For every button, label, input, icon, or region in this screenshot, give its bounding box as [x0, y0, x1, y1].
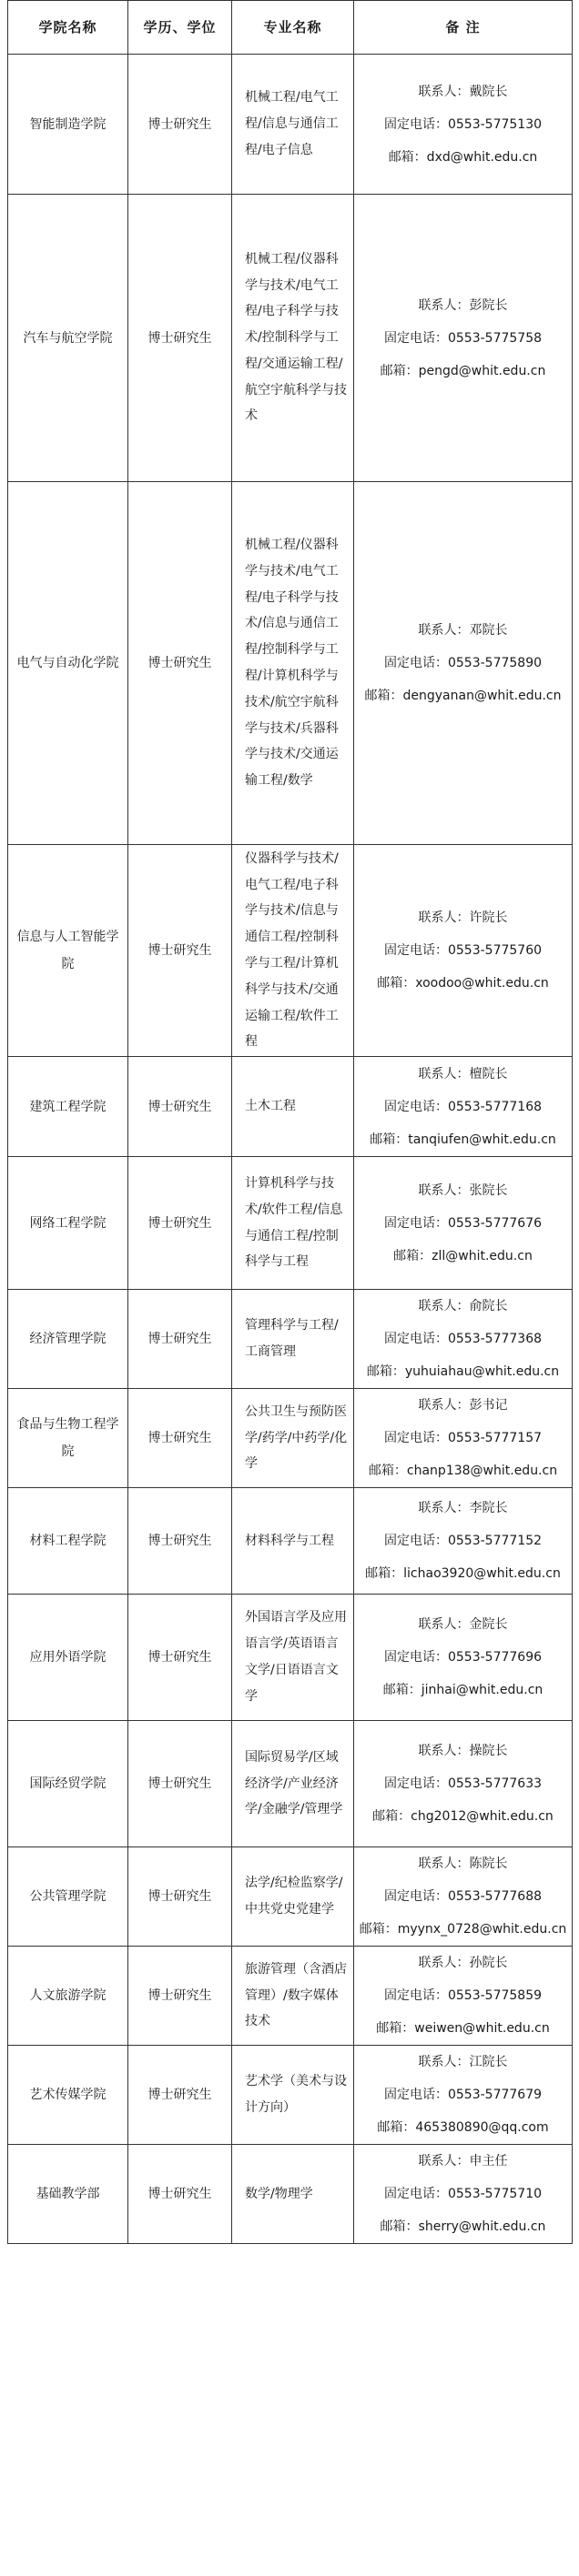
contact-email: 邮箱：weiwen@whit.edu.cn — [376, 2021, 550, 2036]
note-cell — [354, 1389, 573, 1488]
note-cell — [354, 2046, 573, 2145]
degree-cell: 博士研究生 — [128, 1595, 232, 1721]
major-cell: 土木工程 — [232, 1057, 354, 1157]
contact-phone: 固定电话：0553-5777157 — [383, 1431, 543, 1445]
contact-person: 联系人：申主任 — [418, 2154, 508, 2168]
contact-person: 联系人：李院长 — [418, 1501, 508, 1515]
major-cell: 公共卫生与预防医学/药学/中药学/化学 — [232, 1389, 354, 1488]
degree-cell: 博士研究生 — [128, 1847, 232, 1947]
college-cell: 网络工程学院 — [8, 1157, 128, 1290]
table-row — [8, 1488, 573, 1595]
college-cell: 经济管理学院 — [8, 1290, 128, 1389]
header-degree: 学历、学位 — [128, 1, 232, 55]
contact-email: 邮箱：pengd@whit.edu.cn — [380, 363, 546, 378]
college-cell: 食品与生物工程学院 — [8, 1389, 128, 1488]
note-cell — [354, 2145, 573, 2244]
header-major: 专业名称 — [232, 1, 354, 55]
major-cell: 仪器科学与技术/电气工程/电子科学与技术/信息与通信工程/控制科学与工程/计算机科学与技术/交通运输工程/软件工程 — [232, 845, 354, 1057]
contact-phone: 固定电话：0553-5775890 — [383, 656, 543, 670]
table-row — [8, 1721, 573, 1847]
degree-cell: 博士研究生 — [128, 1721, 232, 1847]
contact-phone: 固定电话：0553-5777368 — [383, 1332, 543, 1346]
note-cell — [354, 1595, 573, 1721]
contact-person: 联系人：张院长 — [418, 1182, 508, 1198]
table-row — [8, 1947, 573, 2046]
contact-person: 联系人：俞院长 — [418, 1299, 508, 1313]
contact-email: 邮箱：dxd@whit.edu.cn — [388, 149, 538, 165]
table-row — [8, 482, 573, 845]
contact-email: 邮箱：lichao3920@whit.edu.cn — [365, 1566, 561, 1581]
degree-cell: 博士研究生 — [128, 1389, 232, 1488]
header-note: 备 注 — [354, 1, 573, 55]
major-cell: 国际贸易学/区域经济学/产业经济学/金融学/管理学 — [232, 1721, 354, 1847]
note-cell — [354, 195, 573, 482]
contact-email: 邮箱：465380890@qq.com — [377, 2120, 549, 2135]
contact-person: 联系人：江院长 — [418, 2055, 508, 2069]
note-cell — [354, 1488, 573, 1595]
contact-email: 邮箱：chg2012@whit.edu.cn — [372, 1809, 554, 1824]
degree-cell: 博士研究生 — [128, 1157, 232, 1290]
college-cell: 应用外语学院 — [8, 1595, 128, 1721]
table-row — [8, 1595, 573, 1721]
note-cell — [354, 1157, 573, 1290]
college-cell: 信息与人工智能学院 — [8, 845, 128, 1057]
table-row — [8, 1157, 573, 1290]
note-cell — [354, 1847, 573, 1947]
contact-phone: 固定电话：0553-5777688 — [383, 1889, 543, 1904]
contact-person: 联系人：金院长 — [418, 1617, 508, 1632]
note-cell — [354, 482, 573, 845]
note-cell — [354, 1721, 573, 1847]
table-row — [8, 2145, 573, 2244]
contact-phone: 固定电话：0553-5777679 — [383, 2088, 543, 2102]
contact-email: 邮箱：jinhai@whit.edu.cn — [382, 1683, 543, 1697]
table-row — [8, 845, 573, 1057]
note-cell — [354, 1057, 573, 1157]
table-row — [8, 1290, 573, 1389]
major-cell: 管理科学与工程/工商管理 — [232, 1290, 354, 1389]
contact-email: 邮箱：dengyanan@whit.edu.cn — [364, 689, 562, 703]
contact-person: 联系人：孙院长 — [418, 1956, 508, 1970]
college-cell: 基础教学部 — [8, 2145, 128, 2244]
contact-phone: 固定电话：0553-5777152 — [383, 1534, 543, 1548]
contact-email: 邮箱：chanp138@whit.edu.cn — [368, 1464, 558, 1478]
contact-person: 联系人：彭书记 — [418, 1398, 508, 1413]
contact-person: 联系人：许院长 — [418, 911, 508, 925]
degree-cell: 博士研究生 — [128, 1488, 232, 1595]
degree-cell: 博士研究生 — [128, 482, 232, 845]
contact-person: 联系人：檀院长 — [418, 1066, 508, 1082]
table-row — [8, 1847, 573, 1947]
degree-cell: 博士研究生 — [128, 2145, 232, 2244]
degree-cell: 博士研究生 — [128, 845, 232, 1057]
major-cell: 计算机科学与技术/软件工程/信息与通信工程/控制科学与工程 — [232, 1157, 354, 1290]
contact-phone: 固定电话：0553-5777696 — [383, 1650, 543, 1665]
contact-email: 邮箱：zll@whit.edu.cn — [393, 1248, 533, 1263]
note-cell — [354, 1290, 573, 1389]
contact-phone: 固定电话：0553-5775760 — [383, 943, 543, 958]
degree-cell: 博士研究生 — [128, 1057, 232, 1157]
table-row — [8, 195, 573, 482]
major-cell: 外国语言学及应用语言学/英语语言文学/日语语言文学 — [232, 1595, 354, 1721]
major-cell: 机械工程/电气工程/信息与通信工程/电子信息 — [232, 55, 354, 195]
note-cell — [354, 845, 573, 1057]
contact-email: 邮箱：tanqiufen@whit.edu.cn — [370, 1132, 556, 1147]
header-college: 学院名称 — [8, 1, 128, 55]
major-cell: 数学/物理学 — [232, 2145, 354, 2244]
college-cell: 电气与自动化学院 — [8, 482, 128, 845]
contact-person: 联系人：操院长 — [418, 1744, 508, 1758]
recruitment-table — [7, 0, 573, 2244]
note-cell — [354, 55, 573, 195]
table-row — [8, 1057, 573, 1157]
contact-person: 联系人：戴院长 — [418, 84, 508, 99]
contact-phone: 固定电话：0553-5775130 — [383, 116, 543, 132]
degree-cell: 博士研究生 — [128, 195, 232, 482]
contact-phone: 固定电话：0553-5775710 — [383, 2187, 543, 2201]
major-cell: 艺术学（美术与设计方向） — [232, 2046, 354, 2145]
college-cell: 汽车与航空学院 — [8, 195, 128, 482]
contact-email: 邮箱：xoodoo@whit.edu.cn — [377, 976, 549, 991]
contact-phone: 固定电话：0553-5777168 — [383, 1099, 543, 1114]
contact-person: 联系人：陈院长 — [418, 1857, 508, 1871]
contact-email: 邮箱：yuhuiahau@whit.edu.cn — [366, 1364, 560, 1379]
college-cell: 智能制造学院 — [8, 55, 128, 195]
contact-phone: 固定电话：0553-5777633 — [383, 1776, 543, 1791]
college-cell: 艺术传媒学院 — [8, 2046, 128, 2145]
major-cell: 机械工程/仪器科学与技术/电气工程/电子科学与技术/控制科学与工程/交通运输工程/航空宇航科学与技术 — [232, 195, 354, 482]
contact-phone: 固定电话：0553-5775758 — [383, 330, 543, 346]
college-cell: 建筑工程学院 — [8, 1057, 128, 1157]
note-cell — [354, 1947, 573, 2046]
major-cell: 旅游管理（含酒店管理）/数字媒体技术 — [232, 1947, 354, 2046]
contact-person: 联系人：邓院长 — [418, 623, 508, 638]
major-cell: 机械工程/仪器科学与技术/电气工程/电子科学与技术/信息与通信工程/控制科学与工程/计算机科学与技术/航空宇航科学与技术/兵器科学与技术/交通运输工程/数学 — [232, 482, 354, 845]
contact-email: 邮箱：sherry@whit.edu.cn — [380, 2219, 546, 2234]
college-cell: 材料工程学院 — [8, 1488, 128, 1595]
contact-phone: 固定电话：0553-5777676 — [383, 1215, 543, 1231]
header-row — [8, 1, 573, 55]
degree-cell: 博士研究生 — [128, 2046, 232, 2145]
degree-cell: 博士研究生 — [128, 1947, 232, 2046]
college-cell: 人文旅游学院 — [8, 1947, 128, 2046]
major-cell: 法学/纪检监察学/中共党史党建学 — [232, 1847, 354, 1947]
college-cell: 公共管理学院 — [8, 1847, 128, 1947]
degree-cell: 博士研究生 — [128, 1290, 232, 1389]
contact-person: 联系人：彭院长 — [418, 297, 508, 313]
contact-phone: 固定电话：0553-5775859 — [383, 1988, 543, 2003]
table-row — [8, 1389, 573, 1488]
major-cell: 材料科学与工程 — [232, 1488, 354, 1595]
college-cell: 国际经贸学院 — [8, 1721, 128, 1847]
contact-email: 邮箱：myynx_0728@whit.edu.cn — [359, 1922, 567, 1937]
table-row — [8, 2046, 573, 2145]
table-row — [8, 55, 573, 195]
degree-cell: 博士研究生 — [128, 55, 232, 195]
table-body — [8, 55, 573, 2244]
